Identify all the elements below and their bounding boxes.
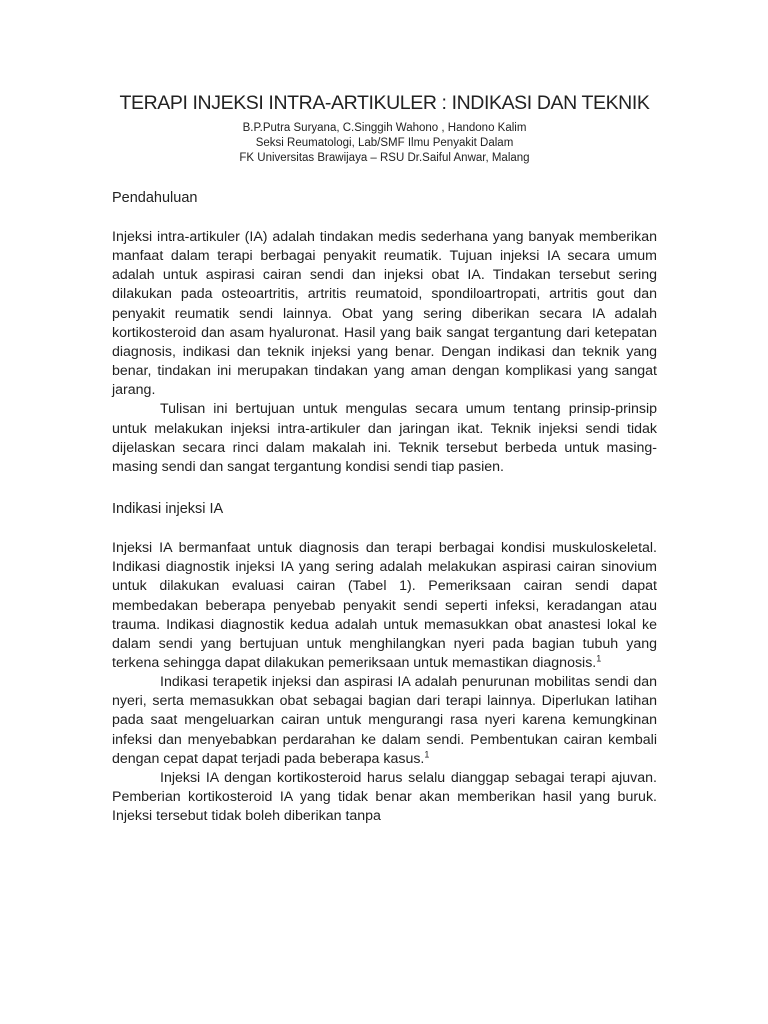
footnote-marker: 1 bbox=[424, 749, 430, 760]
paragraph-text: Indikasi terapetik injeksi dan aspirasi IA adalah penurunan mobilitas sendi dan nyeri, serta memasukkan obat sebagai bagian dari terapi lainnya. Diperlukan latihan pada saat mengeluarkan cairan untuk mengurangi rasa nyeri karena kemungkinan infeksi dan menyebabkan perdarahan ke dalam sendi. Pembentukan cairan kembali dengan cepat dapat terjadi pada beberapa kasus. bbox=[112, 674, 657, 767]
affiliation-line-1: Seksi Reumatologi, Lab/SMF Ilmu Penyakit Dalam bbox=[255, 137, 514, 149]
affiliation-line-2: FK Universitas Brawijaya – RSU Dr.Saiful Anwar, Malang bbox=[239, 152, 530, 164]
document-title: TERAPI INJEKSI INTRA-ARTIKULER : INDIKASI DAN TEKNIK bbox=[119, 92, 650, 114]
paragraph-text: Injeksi IA bermanfaat untuk diagnosis dan terapi berbagai kondisi muskuloskeletal. Indikasi diagnostik injeksi IA yang sering adalah melakukan aspirasi cairan sinovium untuk dilakukan evaluasi cairan (Tabel 1). Pemeriksaan cairan sendi dapat membedakan beberapa penyebab penyakit sendi seperti infeksi, keradangan atau trauma. Indikasi diagnostik kedua adalah untuk memasukkan obat anastesi lokal ke dalam sendi yang bertujuan untuk menghilangkan nyeri pada bagian tubuh yang terkena sehingga dapat dilakukan pemeriksaan untuk memastikan diagnosis. bbox=[112, 540, 657, 671]
author-names: B.P.Putra Suryana, C.Singgih Wahono , Handono Kalim bbox=[242, 122, 527, 134]
author-block bbox=[112, 121, 657, 166]
paragraph bbox=[112, 539, 657, 673]
section-heading-indikasi: Indikasi injeksi IA bbox=[112, 501, 224, 518]
paragraph: Injeksi IA dengan kortikosteroid harus selalu dianggap sebagai terapi ajuvan. Pemberian kortikosteroid IA yang tidak benar akan memberikan hasil yang buruk. Injeksi tersebut tidak boleh diberikan tanpa bbox=[112, 769, 657, 825]
paragraph bbox=[112, 673, 657, 769]
document-page bbox=[112, 92, 657, 826]
section-heading-pendahuluan: Pendahuluan bbox=[112, 190, 198, 206]
footnote-marker: 1 bbox=[596, 653, 602, 664]
paragraph: Injeksi intra-artikuler (IA) adalah tindakan medis sederhana yang banyak memberikan manfaat dalam terapi berbagai penyakit reumatik. Tujuan injeksi IA secara umum adalah untuk aspirasi cairan sendi dan injeksi obat IA. Tindakan tersebut sering dilakukan pada osteoartritis, artritis reumatoid, spondiloartropati, artritis gout dan penyakit reumatik sendi lainnya. Obat yang sering diberikan secara IA adalah kortikosteroid dan asam hyaluronat. Hasil yang baik sangat tergantung dari ketepatan diagnosis, indikasi dan teknik injeksi yang benar. Dengan indikasi dan teknik yang benar, tindakan ini merupakan tindakan yang aman dengan komplikasi yang sangat jarang. bbox=[112, 229, 657, 399]
paragraph: Tulisan ini bertujuan untuk mengulas secara umum tentang prinsip-prinsip untuk melakukan injeksi intra-artikuler dan jaringan ikat. Teknik injeksi sendi tidak dijelaskan secara rinci dalam makalah ini. Teknik tersebut berbeda untuk masing-masing sendi dan sangat tergantung kondisi sendi tiap pasien. bbox=[112, 401, 657, 475]
